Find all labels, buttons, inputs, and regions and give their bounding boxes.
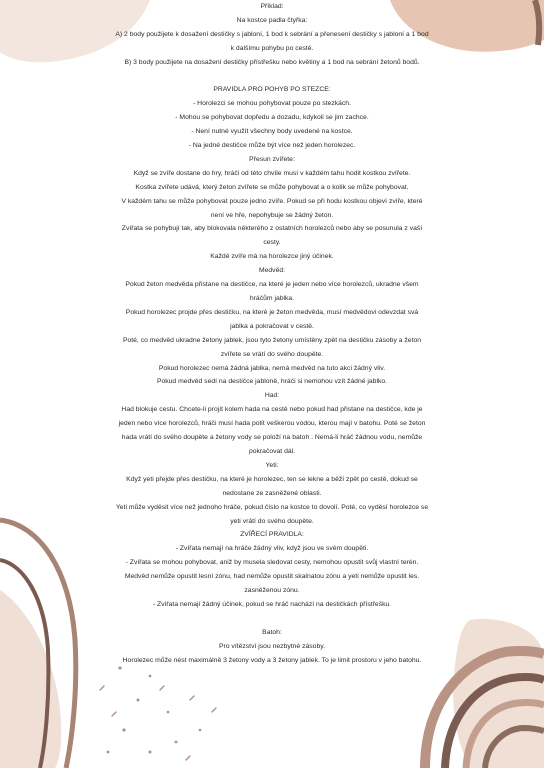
text-line: Batoh: <box>262 628 282 636</box>
text-line: Pokud medvěd sedí na destičce jabloně, hráči si nemohou vzít žádné jablko. <box>156 378 388 386</box>
text-line: - Horolezci se mohou pohybovat pouze po stezkách. <box>193 100 351 108</box>
text-line: Příklad: <box>260 3 284 10</box>
text-line: Přesun zvířete: <box>249 155 295 163</box>
text-line: Pokud horolezec projde přes destičku, na které je žeton medvěda, musí medvědovi odevzdat svá <box>125 308 419 316</box>
text-line: cesty. <box>263 239 281 247</box>
dots-pattern <box>107 666 202 753</box>
blank-line <box>0 70 544 84</box>
text-line: - Mohou se pohybovat dopředu a dozadu, kdykoli se jim zachce. <box>175 114 369 122</box>
text-line: ZVÍŘECÍ PRAVIDLA: <box>240 531 304 539</box>
text-line: pokračovat dál. <box>248 447 296 455</box>
text-line: Každé zvíře má na horolezce jiný účinek. <box>210 253 334 261</box>
text-line: - Na jedné destičce může být více než jeden horolezec. <box>188 142 356 150</box>
text-line: není ve hře, nepohybuje se žádný žeton. <box>210 211 334 219</box>
text-line: zasněženou zónu. <box>244 587 300 595</box>
text-line: Kostka zvířete udává, který žeton zvířete se může pohybovat a o kolik se může pohybovat. <box>135 183 409 191</box>
text-line: Když se zvíře dostane do hry, hráči od této chvíle musí v každém tahu hodit kostkou zvířete. <box>133 169 411 177</box>
text-line: jablka a pokračovat v cestě. <box>230 322 314 330</box>
text-line: nedostane ze zasněžené oblasti. <box>222 489 322 497</box>
text-line: zvířete se vrátí do svého doupěte. <box>220 350 324 358</box>
text-line: yeti vrátí do svého doupěte. <box>230 517 314 525</box>
text-line: hada vrátí do svého doupěte a žetony vody se položí na batoh . Nemá-li hráč žádnou vodu, nemůže <box>121 434 423 442</box>
text-line: hráčům jablka. <box>249 295 295 303</box>
text-line: B) 3 body použijete na dosažení destičky přístřešku nebo květiny a 1 bod na sebrání žetonů bodů. <box>124 58 420 66</box>
text-line: Zvířata se pohybují tak, aby blokovala některého z ostatních horolezců nebo aby se posunula z vaší <box>121 225 423 233</box>
text-line: Na kostce padla čtyřka: <box>236 16 308 24</box>
text-line: - Zvířata se mohou pohybovat, aniž by musela sledovat cesty, nemohou opustit svůj vlastní terén. <box>125 559 419 567</box>
text-line: Pokud horolezec nemá žádná jablka, nemá medvěd na tuto akci žádný vliv. <box>158 364 386 372</box>
dashes-pattern <box>100 686 216 760</box>
text-line: Když yeti přejde přes destičku, na které je horolezec, ten se lekne a běží zpět po cestě, dokud se <box>126 475 418 483</box>
text-line: Yeti může vyděsit více než jednoho hráče, pokud číslo na kostce to dovolí. Poté, co vyděsí horolezce se <box>115 503 429 511</box>
text-line: V každém tahu se může pohybovat pouze jedno zvíře. Pokud se při hodu kostkou objeví zvíře, které <box>121 197 423 205</box>
text-line: Pro vítězství jsou nezbytné zásoby. <box>218 642 326 650</box>
text-line: Poté, co medvěd ukradne žetony jablek, jsou tyto žetony umístěny zpět na destičku zásoby a žeton <box>122 336 422 344</box>
text-line: - Zvířata nemají žádný účinek, pokud se hráč nachází na destičkách přístřešku. <box>152 600 392 608</box>
blank-line <box>0 612 544 626</box>
text-line: Yeti: <box>265 461 279 469</box>
text-line: jeden nebo více horolezců, hráči musí hada polít veškerou vodou, kterou mají v batohu. Poté se žeton <box>118 420 426 428</box>
text-line: Medvěd: <box>258 267 286 275</box>
text-line: Pokud žeton medvěda přistane na destičce, na které je jeden nebo více horolezců, ukradne všem <box>125 281 419 289</box>
text-line: - Není nutné využít všechny body uvedené na kostce. <box>191 128 353 136</box>
text-line: A) 2 body použijete k dosažení destičky s jabloní, 1 bod k sebrání a přenesení destičky s jabloní a 1 bod <box>115 30 429 38</box>
text-line: - Zvířata nemají na hráče žádný vliv, když jsou ve svém doupěti. <box>175 545 369 553</box>
text-line: PRAVIDLA PRO POHYB PO STEZCE: <box>213 86 331 94</box>
text-line: Had: <box>264 392 280 400</box>
text-line: k dalšímu pohybu po cestě. <box>230 44 314 52</box>
text-line: Horolezec může nést maximálně 3 žetony vody a 3 žetony jablek. To je limit prostoru v jeho batohu. <box>122 656 422 664</box>
text-line: Had blokuje cestu. Chcete-li projít kolem hada na cestě nebo pokud had přistane na destičce, kde je <box>121 406 423 414</box>
text-line: Medvěd nemůže opustit lesní zónu, had nemůže opustit skalnatou zónu a yeti nemůže opustit les. <box>124 573 420 581</box>
